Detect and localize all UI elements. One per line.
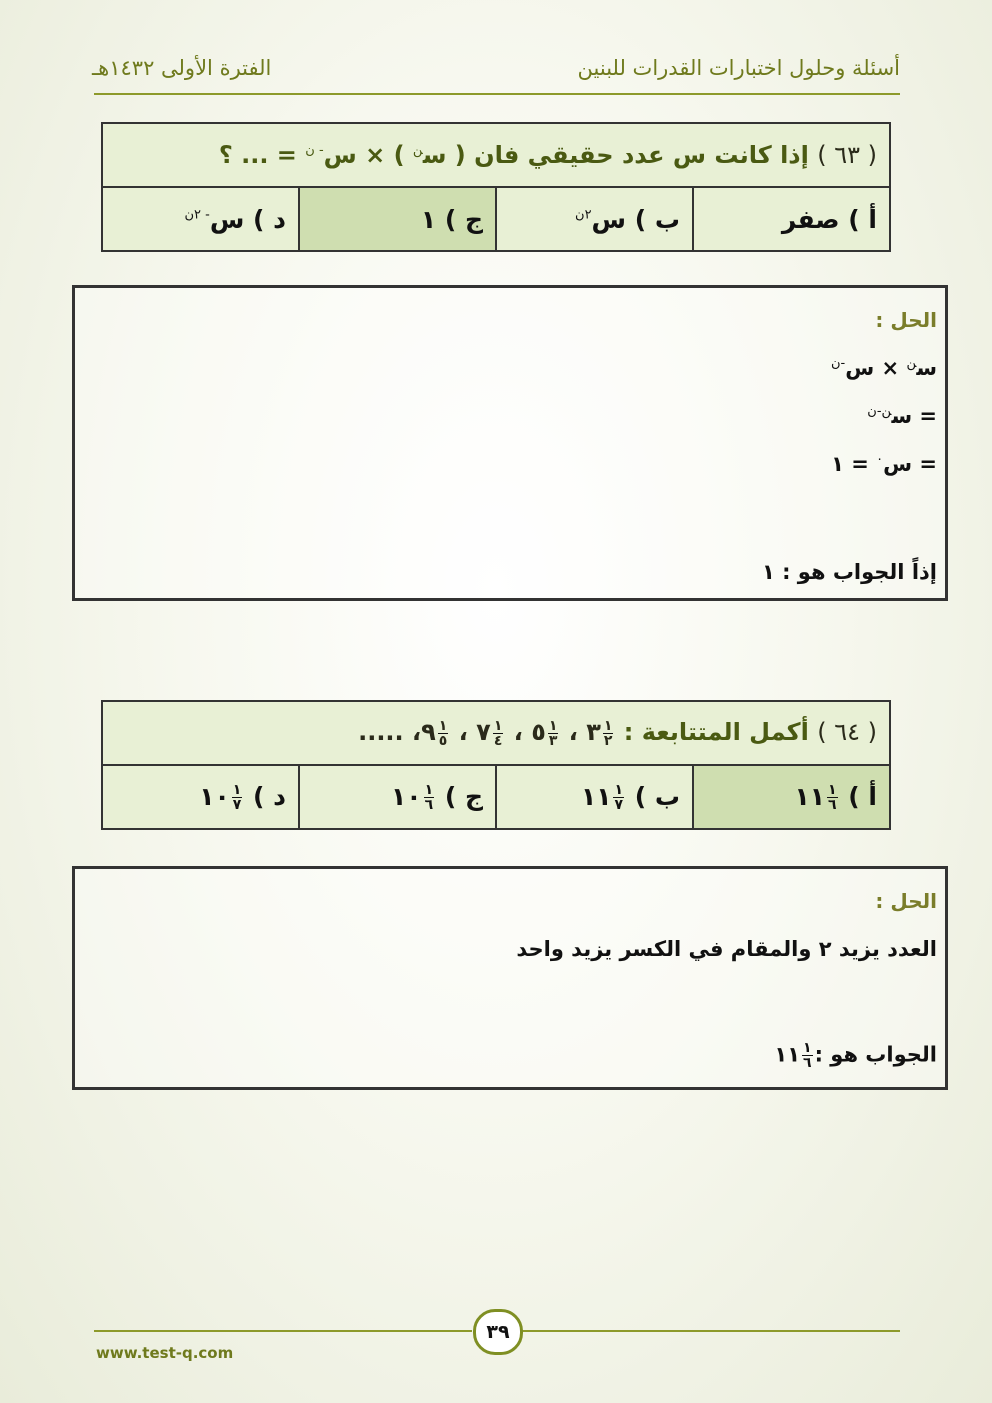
question-63-stem [102,123,890,187]
solution-64-label: الحل : [875,889,937,913]
option-d[interactable]: د ) س$^{- ٢ن}$ [102,187,299,251]
question-64-stem: ( ٦٤ ) أكمل المتتابعة : $\frac{١}{٢}$ ٣ ، $\frac{١}{٣}$ ٥ ، $\frac{١}{٤}$ ٧ ، $\frac{١}{٥}$ ٩، ..... [102,701,890,765]
question-63-number: ( ٦٣ ) [817,141,877,169]
footer-divider-left [94,1330,472,1332]
footer-divider-right [520,1330,900,1332]
option-b[interactable]: ب ) $\frac{١}{٧}$ ١١ [496,765,693,829]
footer-website-url: www.test-q.com [96,1344,234,1362]
header-period: الفترة الأولى ١٤٣٢هـ [92,56,272,80]
sequence-term-1: $\frac{١}{٢}$ ٣ [586,717,613,749]
sequence-term-3: $\frac{١}{٤}$ ٧ [476,717,503,749]
option-a-correct[interactable]: أ ) $\frac{١}{٦}$ ١١ [693,765,890,829]
option-c[interactable]: ج ) $\frac{١}{٦}$ ١٠ [299,765,496,829]
solution-63-step-3: = س$^٠$ = ١ [831,452,937,476]
sequence-ellipsis: ، ..... [358,718,422,747]
solution-63-box [72,285,948,601]
option-c-correct[interactable]: ج ) ١ [299,187,496,251]
solution-63-answer: إذاً الجواب هو : ١ [761,560,937,584]
solution-64-answer: الجواب هو : $\frac{١}{٦}$ ١١ [774,1040,937,1071]
header-divider [94,93,900,95]
page-number: ٣٩ [473,1309,523,1355]
solution-64-box [72,866,948,1090]
option-a[interactable]: أ ) صفر [693,187,890,251]
question-63-text: إذا كانت س عدد حقيقي فان ( س$^ن$ ) × س$^{- ن}$ = ... ؟ [218,141,809,169]
solution-63-step-2: = س$^{ن-ن}$ [867,404,937,428]
sequence-term-2: $\frac{١}{٣}$ ٥ [531,717,558,749]
solution-64-explanation: العدد يزيد ٢ والمقام في الكسر يزيد واحد [516,937,937,961]
question-64-table [101,700,891,830]
option-b[interactable]: ب ) س$^{٢ن}$ [496,187,693,251]
solution-63-label: الحل : [875,308,937,332]
sequence-term-4: $\frac{١}{٥}$ ٩ [421,717,448,749]
solution-63-step-1: س$^ن$ × س$^{-ن}$ [830,356,937,380]
question-64-text: أكمل المتتابعة : [623,718,809,747]
header-book-title: أسئلة وحلول اختبارات القدرات للبنين [577,56,900,80]
option-d[interactable]: د ) $\frac{١}{٧}$ ١٠ [102,765,299,829]
question-63-table [101,122,891,252]
question-64-number: ( ٦٤ ) [817,718,877,747]
